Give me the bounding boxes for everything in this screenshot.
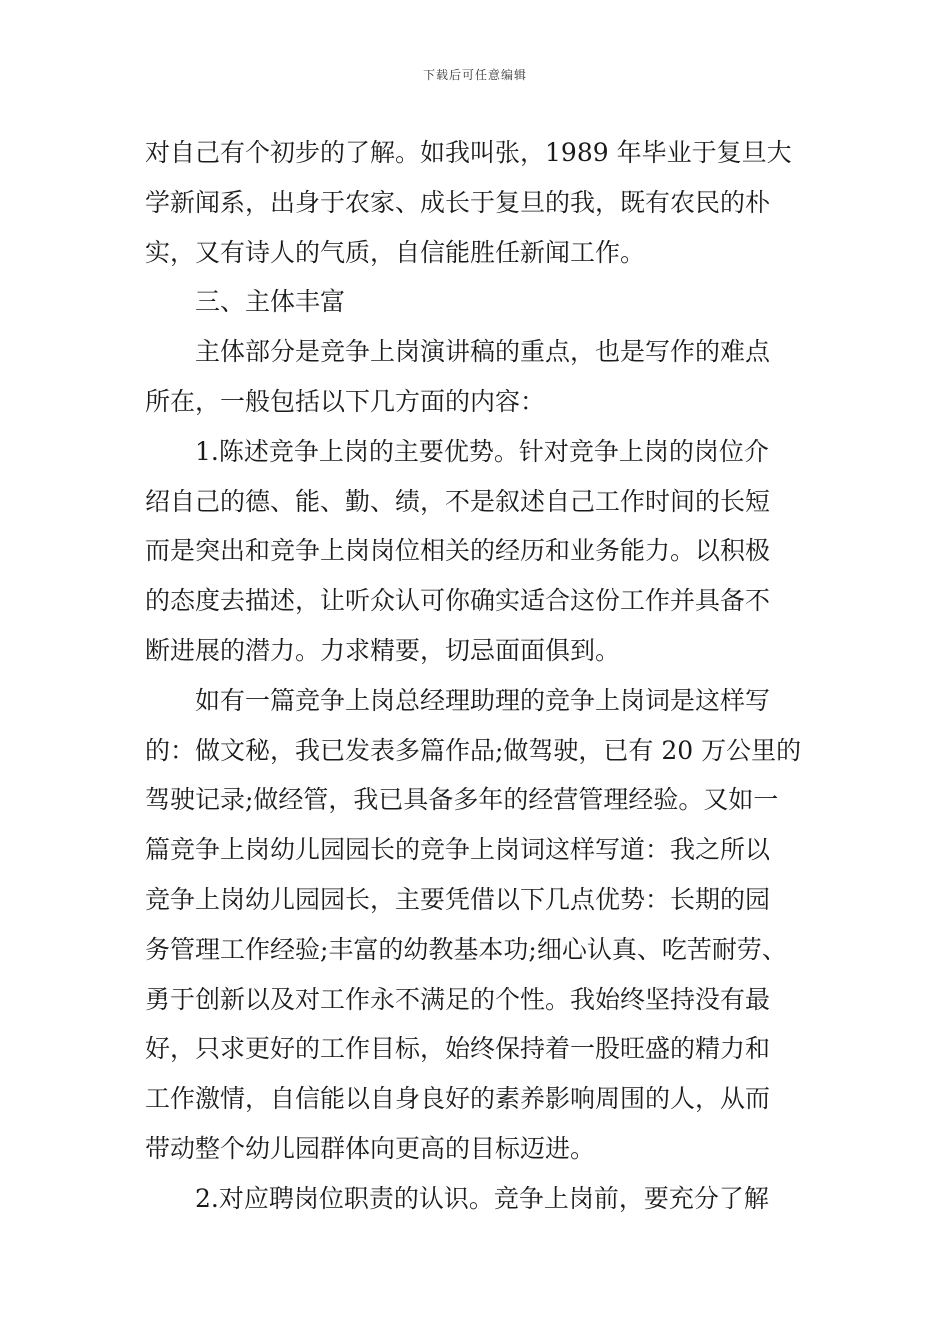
text-line: 如有一篇竞争上岗总经理助理的竞争上岗词是这样写 (195, 685, 771, 715)
text-line: 工作激情，自信能以自身良好的素养影响周围的人，从而 (145, 1084, 771, 1114)
text-line: 好，只求更好的工作目标，始终保持着一股旺盛的精力和 (145, 1034, 771, 1064)
text-line: 驾驶记录;做经管，我已具备多年的经营管理经验。又如一 (145, 785, 779, 815)
text-line: 而是突出和竞争上岗岗位相关的经历和业务能力。以积极 (145, 536, 771, 566)
text-line: 所在，一般包括以下几方面的内容： (145, 386, 546, 416)
text-line: 2.对应聘岗位职责的认识。竞争上岗前，要充分了解 (195, 1183, 769, 1213)
document-body (145, 128, 815, 1224)
text-line: 竞争上岗幼儿园园长，主要凭借以下几点优势：长期的园 (145, 884, 771, 914)
text-line: 勇于创新以及对工作永不满足的个性。我始终坚持没有最 (145, 984, 771, 1014)
text-line: 篇竞争上岗幼儿园园长的竞争上岗词这样写道：我之所以 (145, 835, 771, 865)
text-line: 主体部分是竞争上岗演讲稿的重点，也是写作的难点 (195, 337, 771, 367)
text-line: 的态度去描述，让听众认可你确实适合这份工作并具备不 (145, 586, 771, 616)
page-header: 下载后可任意编辑 (422, 68, 527, 82)
text-line: 三、主体丰富 (195, 287, 346, 317)
text-line: 务管理工作经验;丰富的幼教基本功;细心认真、吃苦耐劳、 (145, 934, 787, 964)
text-line: 学新闻系，出身于农家、成长于复旦的我，既有农民的朴 (145, 187, 771, 217)
text-line: 断进展的潜力。力求精要，切忌面面俱到。 (145, 635, 621, 665)
text-line: 带动整个幼儿园群体向更高的目标迈进。 (145, 1133, 596, 1163)
text-line: 绍自己的德、能、勤、绩，不是叙述自己工作时间的长短 (145, 486, 771, 516)
text-line: 的：做文秘，我已发表多篇作品;做驾驶，已有 20 万公里的 (145, 735, 802, 765)
text-line: 对自己有个初步的了解。如我叫张，1989 年毕业于复旦大 (145, 138, 792, 167)
text-line: 实，又有诗人的气质，自信能胜任新闻工作。 (145, 237, 646, 267)
text-line: 1.陈述竞争上岗的主要优势。针对竞争上岗的岗位介 (195, 436, 769, 466)
